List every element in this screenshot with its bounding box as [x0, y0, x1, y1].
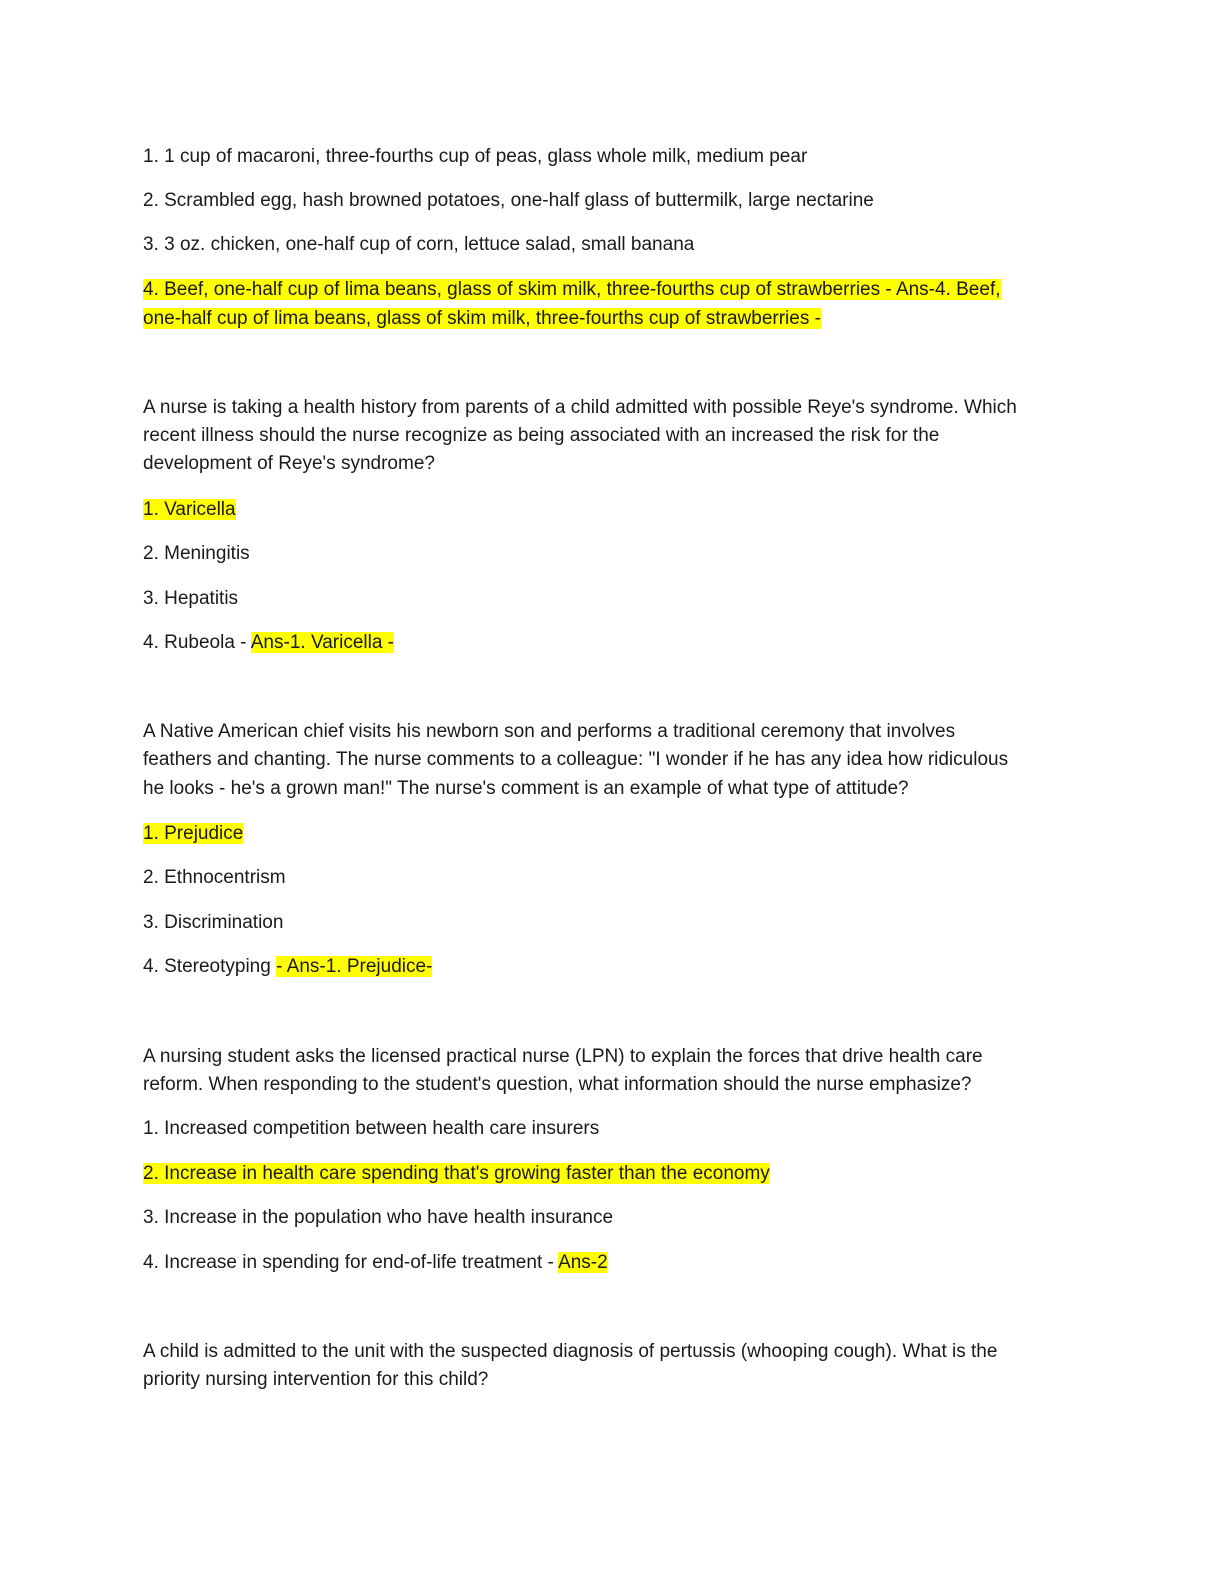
q2-question-line-3: he looks - he's a grown man!" The nurse's comment is an example of what type of attitude? — [143, 778, 909, 799]
q0-answer-highlight-2: one-half cup of lima beans, glass of skim milk, three-fourths cup of strawberries - — [143, 308, 821, 329]
q2-answer-highlight: - Ans-1. Prejudice- — [276, 956, 433, 977]
q3-question-line-2: reform. When responding to the student's question, what information should the nurse emphasize? — [143, 1074, 972, 1095]
q3-question-line-1: A nursing student asks the licensed practical nurse (LPN) to explain the forces that drive health care — [143, 1046, 983, 1067]
q0-option-2: 2. Scrambled egg, hash browned potatoes, one-half glass of buttermilk, large nectarine — [143, 190, 874, 211]
q1-option-3: 3. Hepatitis — [143, 588, 239, 609]
q3-option-3: 3. Increase in the population who have health insurance — [143, 1207, 614, 1228]
q4-question-line-2: priority nursing intervention for this child? — [143, 1369, 489, 1390]
q1-question-line-1: A nurse is taking a health history from parents of a child admitted with possible Reye's syndrome. Which — [143, 397, 1017, 418]
q0-answer-line-2 — [143, 305, 821, 333]
q1-option-2: 2. Meningitis — [143, 543, 250, 564]
q0-option-1: 1. 1 cup of macaroni, three-fourths cup of peas, glass whole milk, medium pear — [143, 146, 808, 167]
q1-option-4-text: 4. Rubeola - — [143, 632, 251, 653]
q1-option-1-highlight: 1. Varicella — [143, 499, 236, 520]
q2-question-line-1: A Native American chief visits his newborn son and performs a traditional ceremony that involves — [143, 721, 956, 742]
q3-option-4-text: 4. Increase in spending for end-of-life treatment - — [143, 1252, 559, 1273]
q2-option-2: 2. Ethnocentrism — [143, 867, 286, 888]
q2-option-3: 3. Discrimination — [143, 912, 284, 933]
q3-option-4 — [143, 1249, 608, 1277]
q2-question-line-2: feathers and chanting. The nurse comments to a colleague: "I wonder if he has any idea how ridiculous — [143, 749, 1009, 770]
q3-option-2 — [143, 1160, 770, 1188]
q2-option-1-highlight: 1. Prejudice — [143, 823, 244, 844]
q1-option-1 — [143, 496, 236, 524]
q2-option-1 — [143, 820, 243, 848]
q3-option-2-highlight: 2. Increase in health care spending that's growing faster than the economy — [143, 1163, 770, 1184]
q1-question-line-2: recent illness should the nurse recognize as being associated with an increased the risk for the — [143, 425, 940, 446]
q2-option-4-text: 4. Stereotyping — [143, 956, 277, 977]
q1-option-4 — [143, 629, 394, 657]
q3-option-1: 1. Increased competition between health care insurers — [143, 1118, 600, 1139]
q0-option-3: 3. 3 oz. chicken, one-half cup of corn, lettuce salad, small banana — [143, 234, 695, 255]
q1-answer-highlight: Ans-1. Varicella - — [250, 632, 395, 653]
q1-question-line-3: development of Reye's syndrome? — [143, 453, 435, 474]
q0-answer-highlight-1: 4. Beef, one-half cup of lima beans, glass of skim milk, three-fourths cup of strawberries - Ans-4. Beef, — [143, 279, 1001, 300]
q2-option-4 — [143, 953, 432, 981]
q4-question-line-1: A child is admitted to the unit with the suspected diagnosis of pertussis (whooping cough). What is the — [143, 1341, 998, 1362]
q0-answer-line-1 — [143, 276, 1001, 304]
q3-answer-highlight: Ans-2 — [558, 1252, 608, 1273]
